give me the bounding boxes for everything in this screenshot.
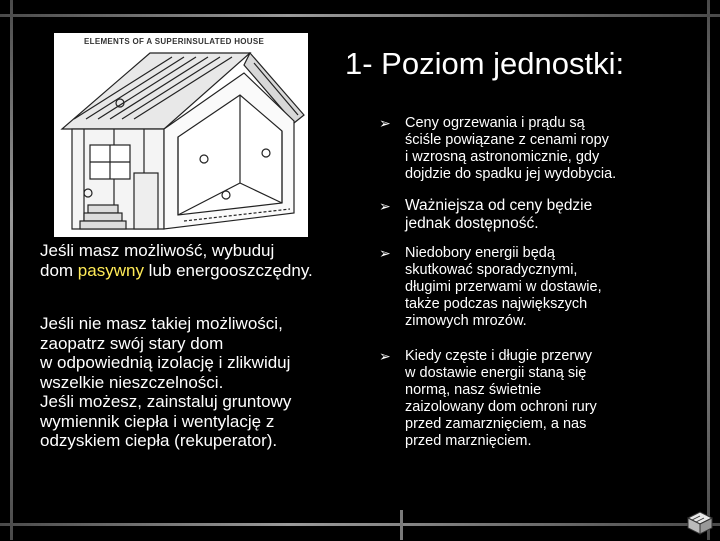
- bullet-line: długimi przerwami w dostawie,: [405, 279, 602, 295]
- bullet-line: Ceny ogrzewania i prądu są: [405, 115, 585, 131]
- frame-right-line: [707, 0, 710, 540]
- bullet-line: także podczas największych: [405, 296, 588, 312]
- bullet-arrow-icon: ➢: [379, 198, 391, 214]
- bullet-item: [378, 115, 678, 183]
- text-segment: lub energooszczędny.: [143, 260, 313, 280]
- left-text-block-2: [40, 314, 370, 451]
- left-text-line: [40, 261, 370, 281]
- bullet-line: w dostawie energii staną się: [405, 365, 587, 381]
- bullet-line: jednak dostępność.: [405, 215, 539, 232]
- text-segment: dom: [40, 260, 78, 280]
- bullet-item: [378, 348, 678, 450]
- bullet-item: [378, 197, 678, 233]
- book-icon[interactable]: [686, 510, 714, 536]
- left-text-block-1: [40, 241, 370, 280]
- bullet-line: Niedobory energii będą: [405, 245, 555, 261]
- left-text-line: wymiennik ciepła i wentylację z: [40, 411, 275, 431]
- bullet-arrow-icon: ➢: [379, 245, 391, 261]
- house-cutaway-drawing: [54, 33, 308, 237]
- bullet-line: Kiedy częste i długie przerwy: [405, 348, 592, 364]
- frame-bottom-line: [0, 523, 720, 526]
- bullet-line: przed marznięciem.: [405, 433, 532, 449]
- bullet-item: [378, 245, 678, 330]
- left-text-line: Jeśli możesz, zainstaluj gruntowy: [40, 392, 292, 411]
- bullet-line: zimowych mrozów.: [405, 313, 527, 329]
- bullet-line: zaizolowany dom ochroni rury: [405, 399, 597, 415]
- superinsulated-house-illustration: [54, 33, 308, 237]
- left-text-line: w odpowiednią izolację i zlikwiduj: [40, 353, 291, 372]
- left-text-line: odzyskiem ciepła (rekuperator).: [40, 431, 278, 450]
- left-text-line: zaopatrz swój stary dom: [40, 333, 224, 353]
- bullet-line: dojdzie do spadku jej wydobycia.: [405, 166, 617, 182]
- bullet-line: Ważniejsza od ceny będzie: [405, 197, 593, 214]
- bullet-line: przed zamarznięciem, a nas: [405, 416, 587, 432]
- bullet-arrow-icon: ➢: [379, 348, 391, 364]
- left-text-line: Jeśli nie masz takiej możliwości,: [40, 314, 283, 333]
- highlighted-word: pasywny: [77, 260, 144, 280]
- bullet-line: normą, nasz świetnie: [405, 382, 542, 398]
- bullet-line: skutkować sporadycznymi,: [405, 262, 578, 278]
- bullet-arrow-icon: ➢: [379, 115, 391, 131]
- left-text-line: wszelkie nieszczelności.: [40, 372, 224, 392]
- slide-title: 1- Poziom jednostki:: [345, 46, 625, 81]
- frame-top-line: [0, 14, 720, 17]
- frame-divider: [400, 510, 403, 540]
- bullet-list: [378, 115, 678, 462]
- left-text-line: Jeśli masz możliwość, wybuduj: [40, 241, 275, 260]
- bullet-line: i wzrosną astronomicznie, gdy: [405, 149, 600, 165]
- illustration-caption: ELEMENTS OF A SUPERINSULATED HOUSE: [84, 37, 265, 46]
- frame-left-line: [10, 0, 13, 540]
- bullet-line: ściśle powiązane z cenami ropy: [405, 132, 609, 148]
